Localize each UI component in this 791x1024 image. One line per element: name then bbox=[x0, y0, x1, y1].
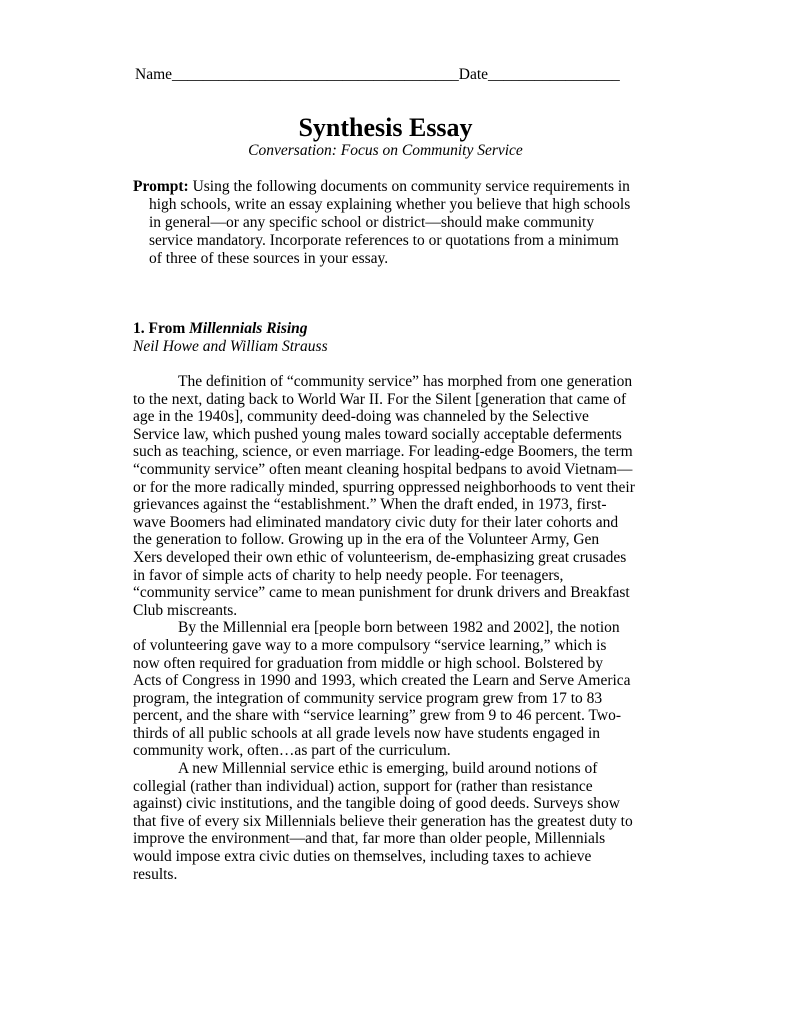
body-line: against) civic institutions, and the tangible doing of good deeds. Surveys show bbox=[133, 795, 620, 813]
body-line: Service law, which pushed young males toward socially acceptable deferments bbox=[133, 425, 622, 443]
prompt-first-line bbox=[133, 178, 633, 196]
body-line: now often required for graduation from middle or high school. Bolstered by bbox=[133, 654, 604, 672]
prompt-first-line-text: Using the following documents on community service requirements in bbox=[188, 178, 630, 195]
body-line: would impose extra civic duties on themselves, including taxes to achieve bbox=[133, 848, 592, 866]
prompt-label: Prompt: bbox=[133, 178, 189, 195]
prompt-block bbox=[133, 178, 633, 268]
body-line: grievances against the “establishment.” When the draft ended, in 1973, first- bbox=[133, 496, 607, 514]
body-line: percent, and the share with “service learning” grew from 9 to 46 percent. Two- bbox=[133, 707, 621, 725]
source-number: 1. From bbox=[133, 320, 190, 337]
body-line: or for the more radically minded, spurring oppressed neighborhoods to vent their bbox=[133, 478, 635, 496]
body-line: community work, often…as part of the curriculum. bbox=[133, 742, 451, 760]
body-line: in favor of simple acts of charity to help needy people. For teenagers, bbox=[133, 566, 564, 584]
body-line: A new Millennial service ethic is emerging, build around notions of bbox=[178, 760, 598, 778]
body-line: that five of every six Millennials believe their generation has the greatest duty to bbox=[133, 812, 633, 830]
prompt-line: of three of these sources in your essay. bbox=[149, 250, 389, 267]
name-date-line: Name_____________________________________Date_________________ bbox=[135, 66, 620, 83]
body-line: age in the 1940s], community deed-doing was channeled by the Selective bbox=[133, 408, 589, 426]
body-line: the generation to follow. Growing up in the era of the Volunteer Army, Gen bbox=[133, 531, 600, 549]
body-line: Club miscreants. bbox=[133, 601, 238, 619]
body-line: thirds of all public schools at all grade levels now have students engaged in bbox=[133, 724, 601, 742]
body-line: program, the integration of community service program grew from 17 to 83 bbox=[133, 689, 603, 707]
source-work-title: Millennials Rising bbox=[189, 320, 308, 337]
prompt-line: service mandatory. Incorporate references to or quotations from a minimum bbox=[149, 232, 619, 249]
body-line: results. bbox=[133, 865, 178, 883]
page-title: Synthesis Essay bbox=[298, 113, 473, 142]
source-heading bbox=[133, 320, 308, 338]
prompt-line: in general—or any specific school or district—should make community bbox=[149, 214, 595, 231]
body-line: collegial (rather than individual) action, support for (rather than resistance bbox=[133, 777, 593, 795]
body-line: “community service” came to mean punishment for drunk drivers and Breakfast bbox=[133, 584, 630, 602]
source-authors: Neil Howe and William Strauss bbox=[133, 338, 328, 355]
body-line: improve the environment—and that, far more than older people, Millennials bbox=[133, 830, 606, 848]
essay-body bbox=[133, 373, 653, 883]
body-line: Acts of Congress in 1990 and 1993, which created the Learn and Serve America bbox=[133, 672, 631, 690]
body-line: wave Boomers had eliminated mandatory civic duty for their later cohorts and bbox=[133, 513, 619, 531]
body-line: Xers developed their own ethic of volunteerism, de-emphasizing great crusades bbox=[133, 548, 627, 566]
body-line: “community service” often meant cleaning hospital bedpans to avoid Vietnam— bbox=[133, 460, 633, 478]
page-subtitle: Conversation: Focus on Community Service bbox=[248, 142, 523, 159]
body-line: By the Millennial era [people born between 1982 and 2002], the notion bbox=[178, 619, 620, 637]
body-line: The definition of “community service” has morphed from one generation bbox=[178, 373, 633, 390]
prompt-line: high schools, write an essay explaining whether you believe that high schools bbox=[149, 196, 631, 213]
body-line: such as teaching, science, or even marriage. For leading-edge Boomers, the term bbox=[133, 443, 633, 461]
body-line: to the next, dating back to World War II. For the Silent [generation that came of bbox=[133, 390, 627, 408]
body-line: of volunteering gave way to a more compulsory “service learning,” which is bbox=[133, 636, 607, 654]
